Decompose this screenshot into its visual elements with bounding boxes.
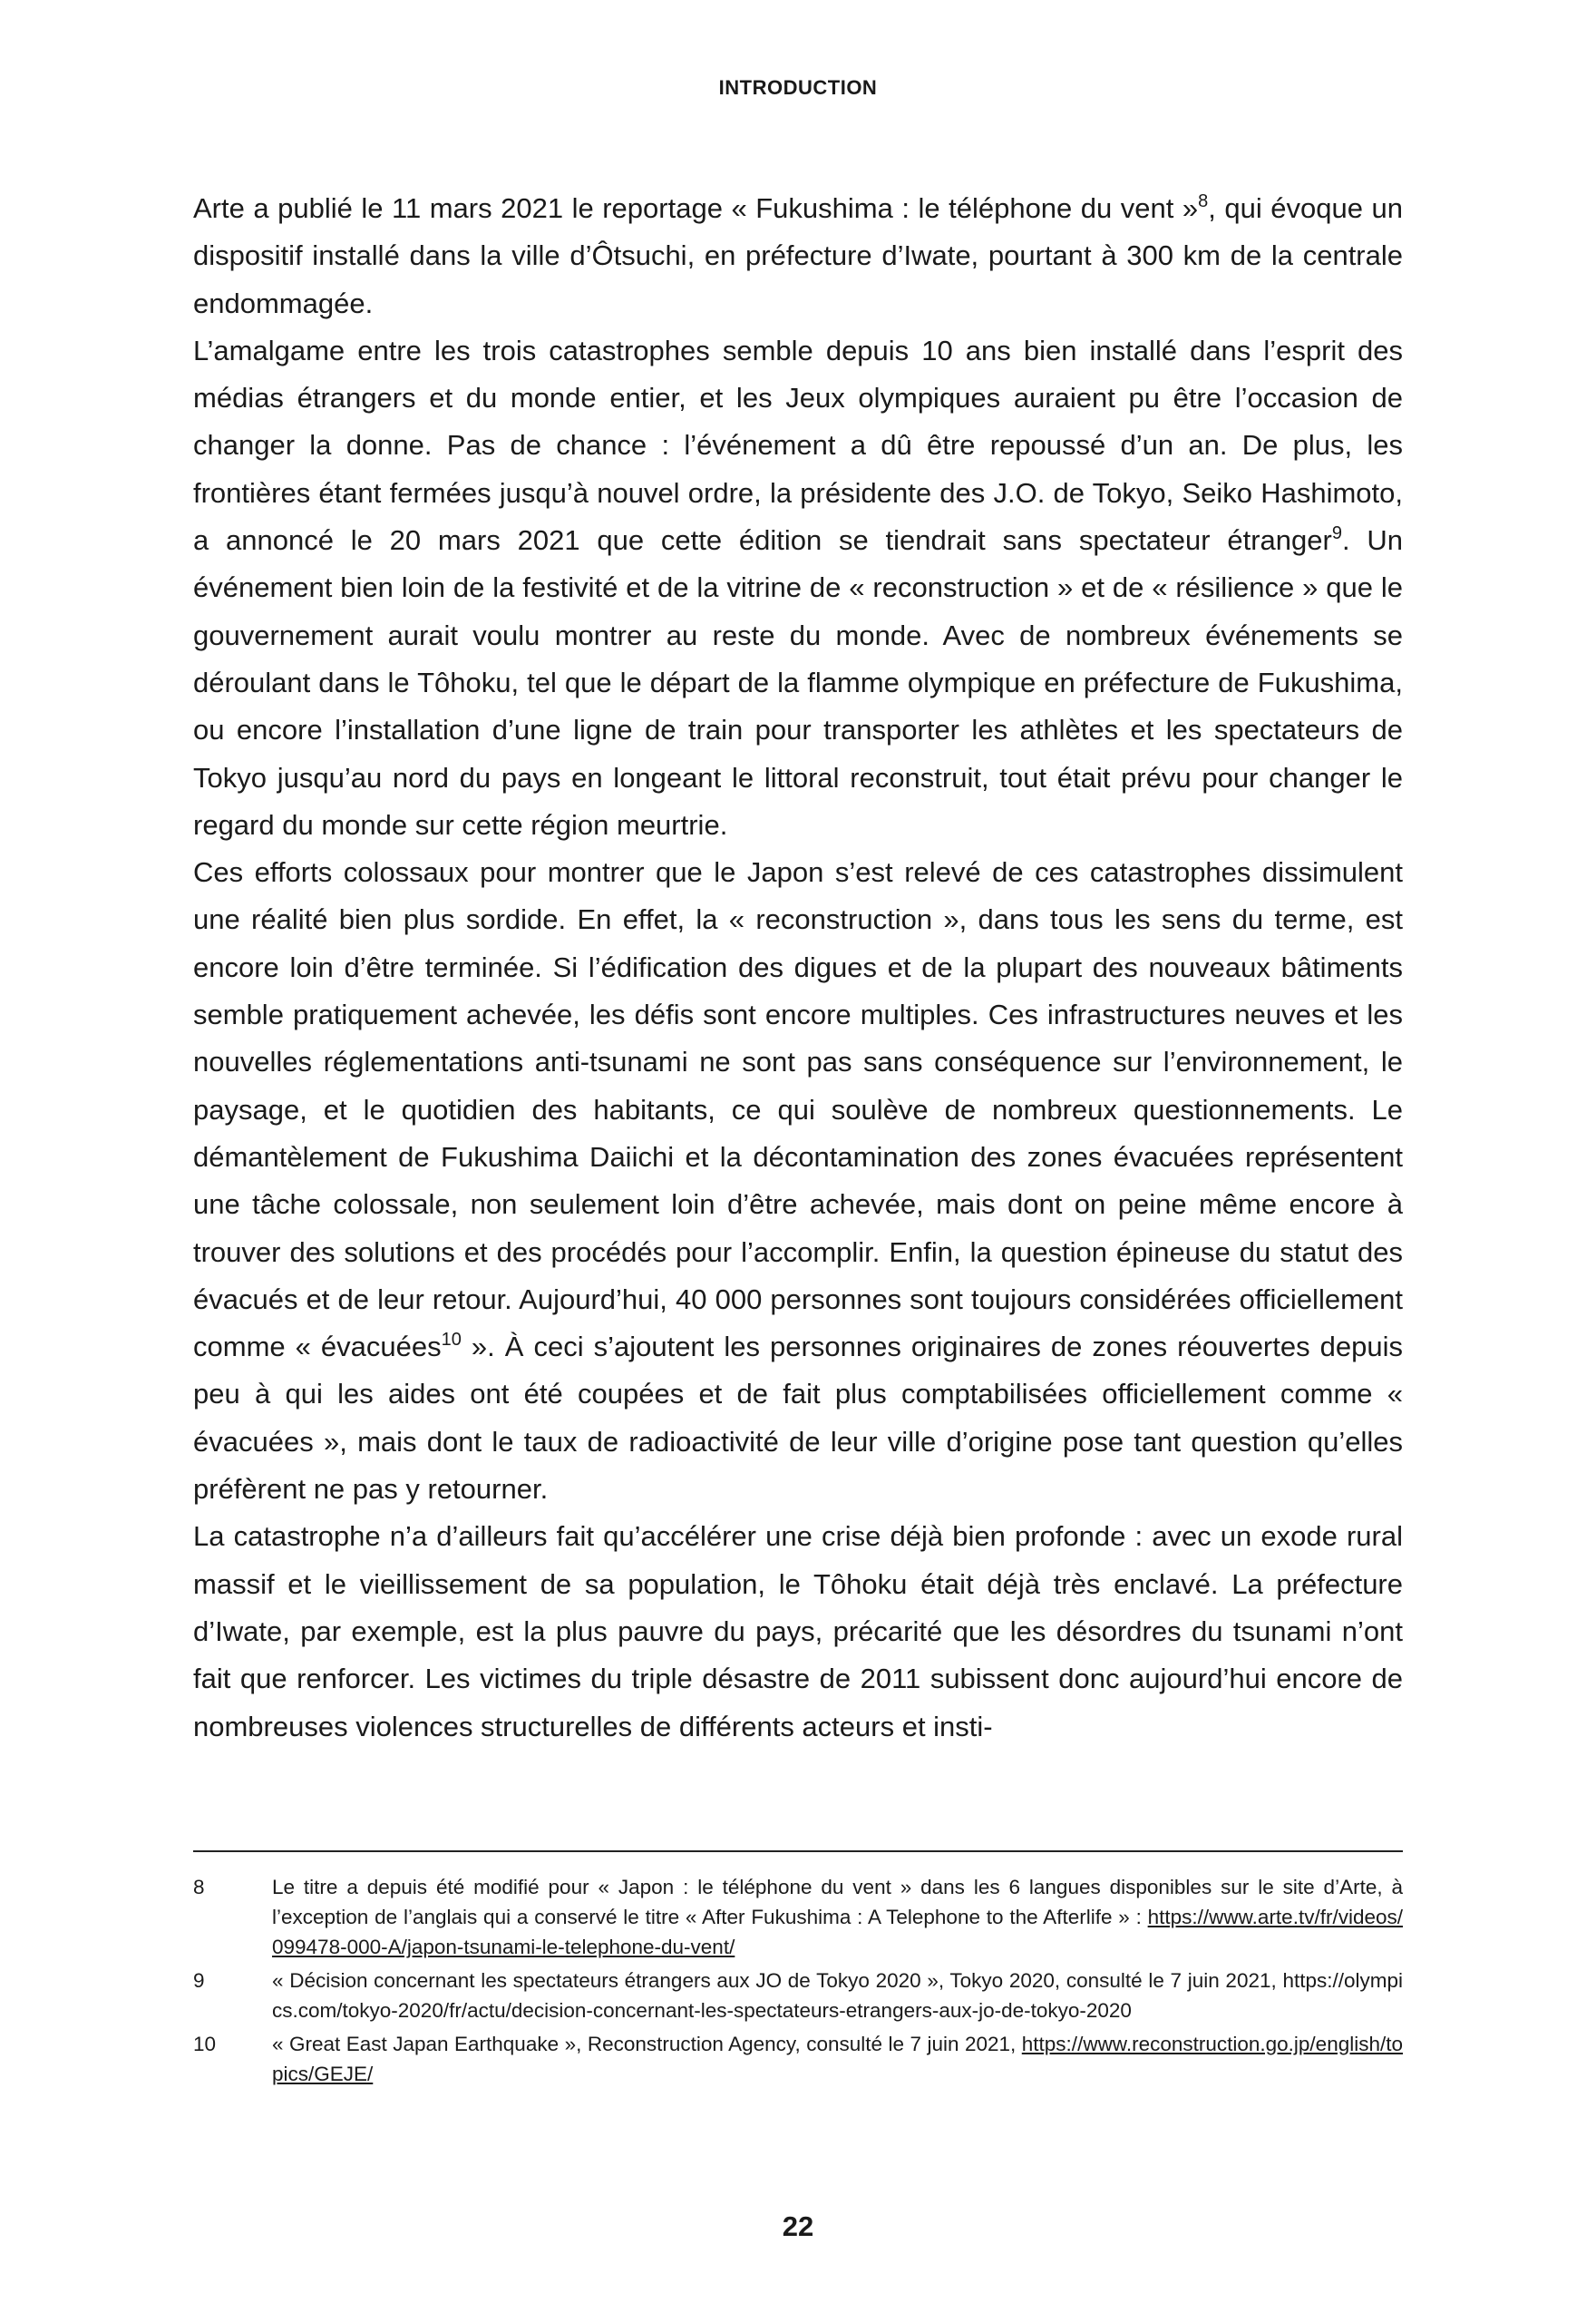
footnote-link[interactable]: https://www.arte.tv/fr/videos/099478-000-A/japon-tsunami-le-telephone-du-vent/ [272,1906,1403,1958]
paragraph-text: Arte a publié le 11 mars 2021 le reportage « Fukushima : le téléphone du vent » [193,192,1199,224]
paragraph-1 [193,185,1403,327]
footnote-number: 10 [193,2033,217,2055]
footnote-10 [193,2029,1403,2089]
footnote-link[interactable]: https://www.reconstruction.go.jp/english/topics/GEJE/ [272,2033,1403,2085]
paragraph-4: La catastrophe n’a d’ailleurs fait qu’accélérer une crise déjà bien profonde : avec un exode rural massif et le vieillissement de sa population, le Tôhoku était déjà très enclavé. La préfecture d’Iwate, par exemple, est la plus pauvre du pays, précarité que les désordres du tsunami n’ont fait que renforcer. Les victimes du triple désastre de 2011 subissent donc aujourd’hui encore de nombreuses violences structurelles de différents acteurs et insti- [193,1520,1403,1742]
footnote-text: Le titre a depuis été modifié pour « Japon : le téléphone du vent » dans les 6 langues disponibles sur le site d’Arte, à l’exception de l’anglais qui a conservé le titre « After Fukushima : A Telephone to the Afterlife » : [272,1876,1403,1928]
footnote-ref-9[interactable]: 9 [1331,523,1342,544]
paragraph-text: ». À ceci s’ajoutent les personnes originaires de zones réouvertes depuis peu à qui les aides ont été coupées et de fait plus comptabilisées officiellement comme « évacuées », mais dont le taux de radioactivité de leur ville d’origine pose tant question qu’elles préfèrent ne pas y retourner. [193,1331,1403,1506]
paragraph-text: . Un événement bien loin de la festivité et de la vitrine de « reconstruction » et de « résilience » que le gouvernement aurait voulu montrer au reste du monde. Avec de nombreux événements se déroulant dans le Tôhoku, tel que le départ de la flamme olympique en préfecture de Fukushima, ou encore l’installation d’une ligne de train pour transporter les athlètes et les spectateurs de Tokyo jusqu’au nord du pays en longeant le littoral reconstruit, tout était prévu pour changer le regard du monde sur cette région meurtrie. [193,524,1403,841]
footnote-divider [193,1850,1403,1852]
footnotes [193,1872,1403,2093]
paragraph-2 [193,327,1403,849]
paragraph-text: L’amalgame entre les trois catastrophes semble depuis 10 ans bien installé dans l’esprit des médias étrangers et du monde entier, et les Jeux olympiques auraient pu être l’occasion de changer la donne. Pas de chance : l’événement a dû être repoussé d’un an. De plus, les frontières étant fermées jusqu’à nouvel ordre, la présidente des J.O. de Tokyo, Seiko Hashimoto, a annoncé le 20 mars 2021 que cette édition se tiendrait sans spectateur étranger [193,334,1403,557]
page-number: 22 [782,2210,814,2242]
paragraph-text: Ces efforts colossaux pour montrer que le Japon s’est relevé de ces catastrophes dissimulent une réalité bien plus sordide. En effet, la « reconstruction », dans tous les sens du terme, est encore loin d’être terminée. Si l’édification des digues et de la plupart des nouveaux bâtiments semble pratiquement achevée, les défis sont encore multiples. Ces infrastructures neuves et les nouvelles réglementations anti-tsunami ne sont pas sans conséquence sur l’environnement, le paysage, et le quotidien des habitants, ce qui soulève de nombreux questionnements. Le démantèlement de Fukushima Daiichi et la décontamination des zones évacuées représentent une tâche colossale, non seulement loin d’être achevée, mais dont on peine même encore à trouver des solutions et des procédés pour l’accomplir. Enfin, la question épineuse du statut des évacués et de leur retour. Aujourd’hui, 40 000 personnes sont toujours considérées officiellement comme « évacuées [193,856,1403,1363]
footnote-ref-8[interactable]: 8 [1198,191,1209,211]
footnote-text: « Décision concernant les spectateurs étrangers aux JO de Tokyo 2020 », Tokyo 2020, consulté le 7 juin 2021, [272,1969,1283,1992]
footnote-number: 9 [193,1969,205,1992]
footnote-ref-10[interactable]: 10 [441,1330,462,1351]
paragraph-text: , qui évoque un dispositif installé dans la ville d’Ôtsuchi, en préfecture d’Iwate, pourtant à 300 km de la centrale endommagée. [193,192,1403,319]
footnote-url: https://olympics.com/tokyo-2020/fr/actu/decision-concernant-les-spectateurs-etrangers-aux-jo-de-tokyo-2020 [272,1969,1403,2022]
footnote-9 [193,1966,1403,2025]
footnote-number: 8 [193,1876,205,1898]
running-header: INTRODUCTION [718,76,878,99]
paragraph-3 [193,849,1403,1513]
footnote-8 [193,1872,1403,1962]
footnote-text: « Great East Japan Earthquake », Reconstruction Agency, consulté le 7 juin 2021, [272,2033,1022,2055]
body-text [193,185,1403,1751]
